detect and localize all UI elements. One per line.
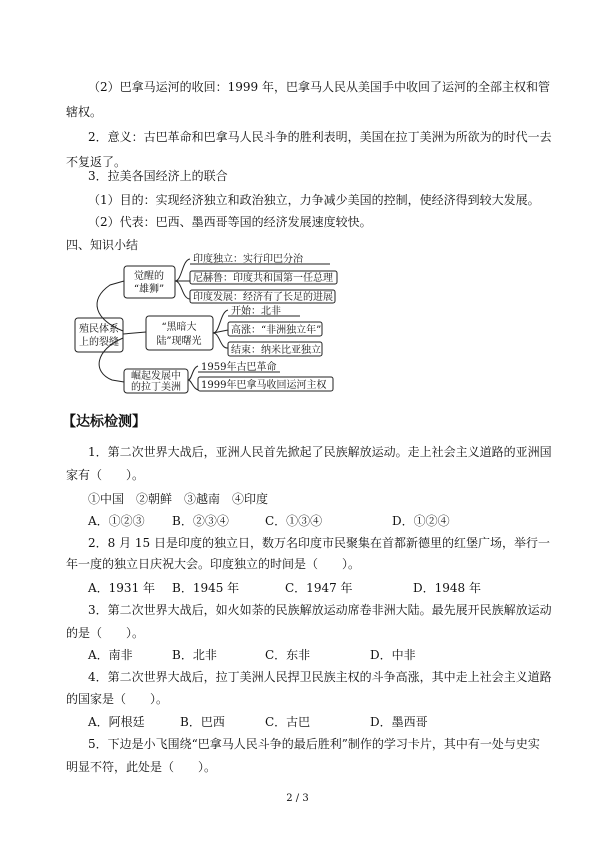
question-2: 2．8 月 15 日是印度的独立日，数万名印度市民聚集在首都新德里的红堡广场，举行一 <box>88 536 550 550</box>
diagram-root-label-2: 上的裂缝 <box>79 337 119 348</box>
paragraph-panama-recovery: （2）巴拿马运河的收回：1999 年，巴拿马人民从美国手中收回了运河的全部主权和管 <box>88 80 550 94</box>
question-4: 4．第二次世界大战后，拉丁美洲人民捍卫民族主权的斗争高涨，其中走上社会主义道路 <box>88 670 552 684</box>
page-number: 2 / 3 <box>286 793 309 804</box>
question-1-option-c[interactable]: C．①③④ <box>265 514 323 528</box>
paragraph-panama-recovery-cont: 辖权。 <box>66 105 103 119</box>
question-2-option-b[interactable]: B．1945 年 <box>172 581 240 595</box>
diagram-branch2-item: 结束：纳米比亚独立 <box>231 345 321 356</box>
diagram-root-label-1: 殖民体系 <box>79 324 119 335</box>
question-3-cont: 的是（ ）。 <box>66 626 145 640</box>
subheading-economic-union: 3．拉美各国经济上的联合 <box>88 169 228 183</box>
diagram-branch3-label-2: 的拉丁美洲 <box>131 382 181 393</box>
paragraph-significance-cont: 不复返了。 <box>66 155 127 169</box>
paragraph-significance: 2．意义：古巴革命和巴拿马人民斗争的胜利表明，美国在拉丁美洲为所欲为的时代一去 <box>88 130 552 144</box>
diagram-branch1-label-1: 觉醒的 <box>134 271 164 282</box>
question-3-option-a[interactable]: A．南非 <box>88 648 133 662</box>
question-1-option-a[interactable]: A．①②③ <box>88 514 145 528</box>
paragraph-representatives: （2）代表：巴西、墨西哥等国的经济发展速度较快。 <box>88 215 372 229</box>
question-3-option-b[interactable]: B．北非 <box>172 648 217 662</box>
diagram-branch1-label-2: “雄狮” <box>133 284 165 295</box>
diagram-branch3-item: 1959年古巴革命 <box>201 362 277 373</box>
question-2-option-a[interactable]: A．1931 年 <box>88 581 156 595</box>
question-1-cont: 家有（ ）。 <box>66 468 145 482</box>
diagram-branch2-label-1: “黑暗大 <box>161 322 197 333</box>
section-heading-summary: 四、知识小结 <box>66 238 139 252</box>
question-2-option-d[interactable]: D．1948 年 <box>413 581 481 595</box>
diagram-branch2-item: 高涨：“非洲独立年” <box>231 325 322 336</box>
question-3-option-d[interactable]: D．中非 <box>370 648 416 662</box>
diagram-branch1-item: 印度独立：实行印巴分治 <box>193 254 303 265</box>
question-2-cont: 年一度的独立日庆祝大会。印度独立的时间是（ ）。 <box>66 557 361 571</box>
question-3-option-c[interactable]: C．东非 <box>265 648 311 662</box>
question-1-option-d[interactable]: D．①②④ <box>392 514 450 528</box>
question-2-option-c[interactable]: C．1947 年 <box>285 581 353 595</box>
diagram-branch1-item: 尼赫鲁：印度共和国第一任总理 <box>193 273 333 284</box>
question-3: 3．第二次世界大战后，如火如荼的民族解放运动席卷非洲大陆。最先展开民族解放运动 <box>88 603 552 617</box>
question-4-option-a[interactable]: A．阿根廷 <box>88 715 145 729</box>
diagram-branch2-item: 开始：北非 <box>231 306 281 317</box>
question-1-items: ①中国 ②朝鲜 ③越南 ④印度 <box>88 492 269 506</box>
question-1-option-b[interactable]: B．②③④ <box>172 514 229 528</box>
question-4-option-d[interactable]: D．墨西哥 <box>370 715 428 729</box>
question-5-cont: 明显不符，此处是（ ）。 <box>66 760 217 774</box>
question-4-option-b[interactable]: B．巴西 <box>180 715 225 729</box>
question-5: 5．下边是小飞围绕“巴拿马人民斗争的最后胜利”制作的学习卡片，其中有一处与史实 <box>88 737 540 751</box>
diagram-branch2-label-2: 陆”现曙光 <box>156 336 202 347</box>
diagram-branch1-item: 印度发展：经济有了长足的进展 <box>193 292 333 303</box>
diagram-branch3-item: 1999年巴拿马收回运河主权 <box>201 380 327 391</box>
diagram-branch3-label-1: 崛起发展中 <box>131 371 181 382</box>
connector-root-branch2 <box>123 332 146 334</box>
question-4-option-c[interactable]: C．古巴 <box>265 715 311 729</box>
section-heading-test: 【达标检测】 <box>62 414 146 430</box>
paragraph-purpose: （1）目的：实现经济独立和政治独立，力争减少美国的控制，使经济得到较大发展。 <box>88 193 540 207</box>
question-1: 1．第二次世界大战后，亚洲人民首先掀起了民族解放运动。走上社会主义道路的亚洲国 <box>88 445 552 459</box>
question-4-cont: 的国家是（ ）。 <box>66 692 169 706</box>
